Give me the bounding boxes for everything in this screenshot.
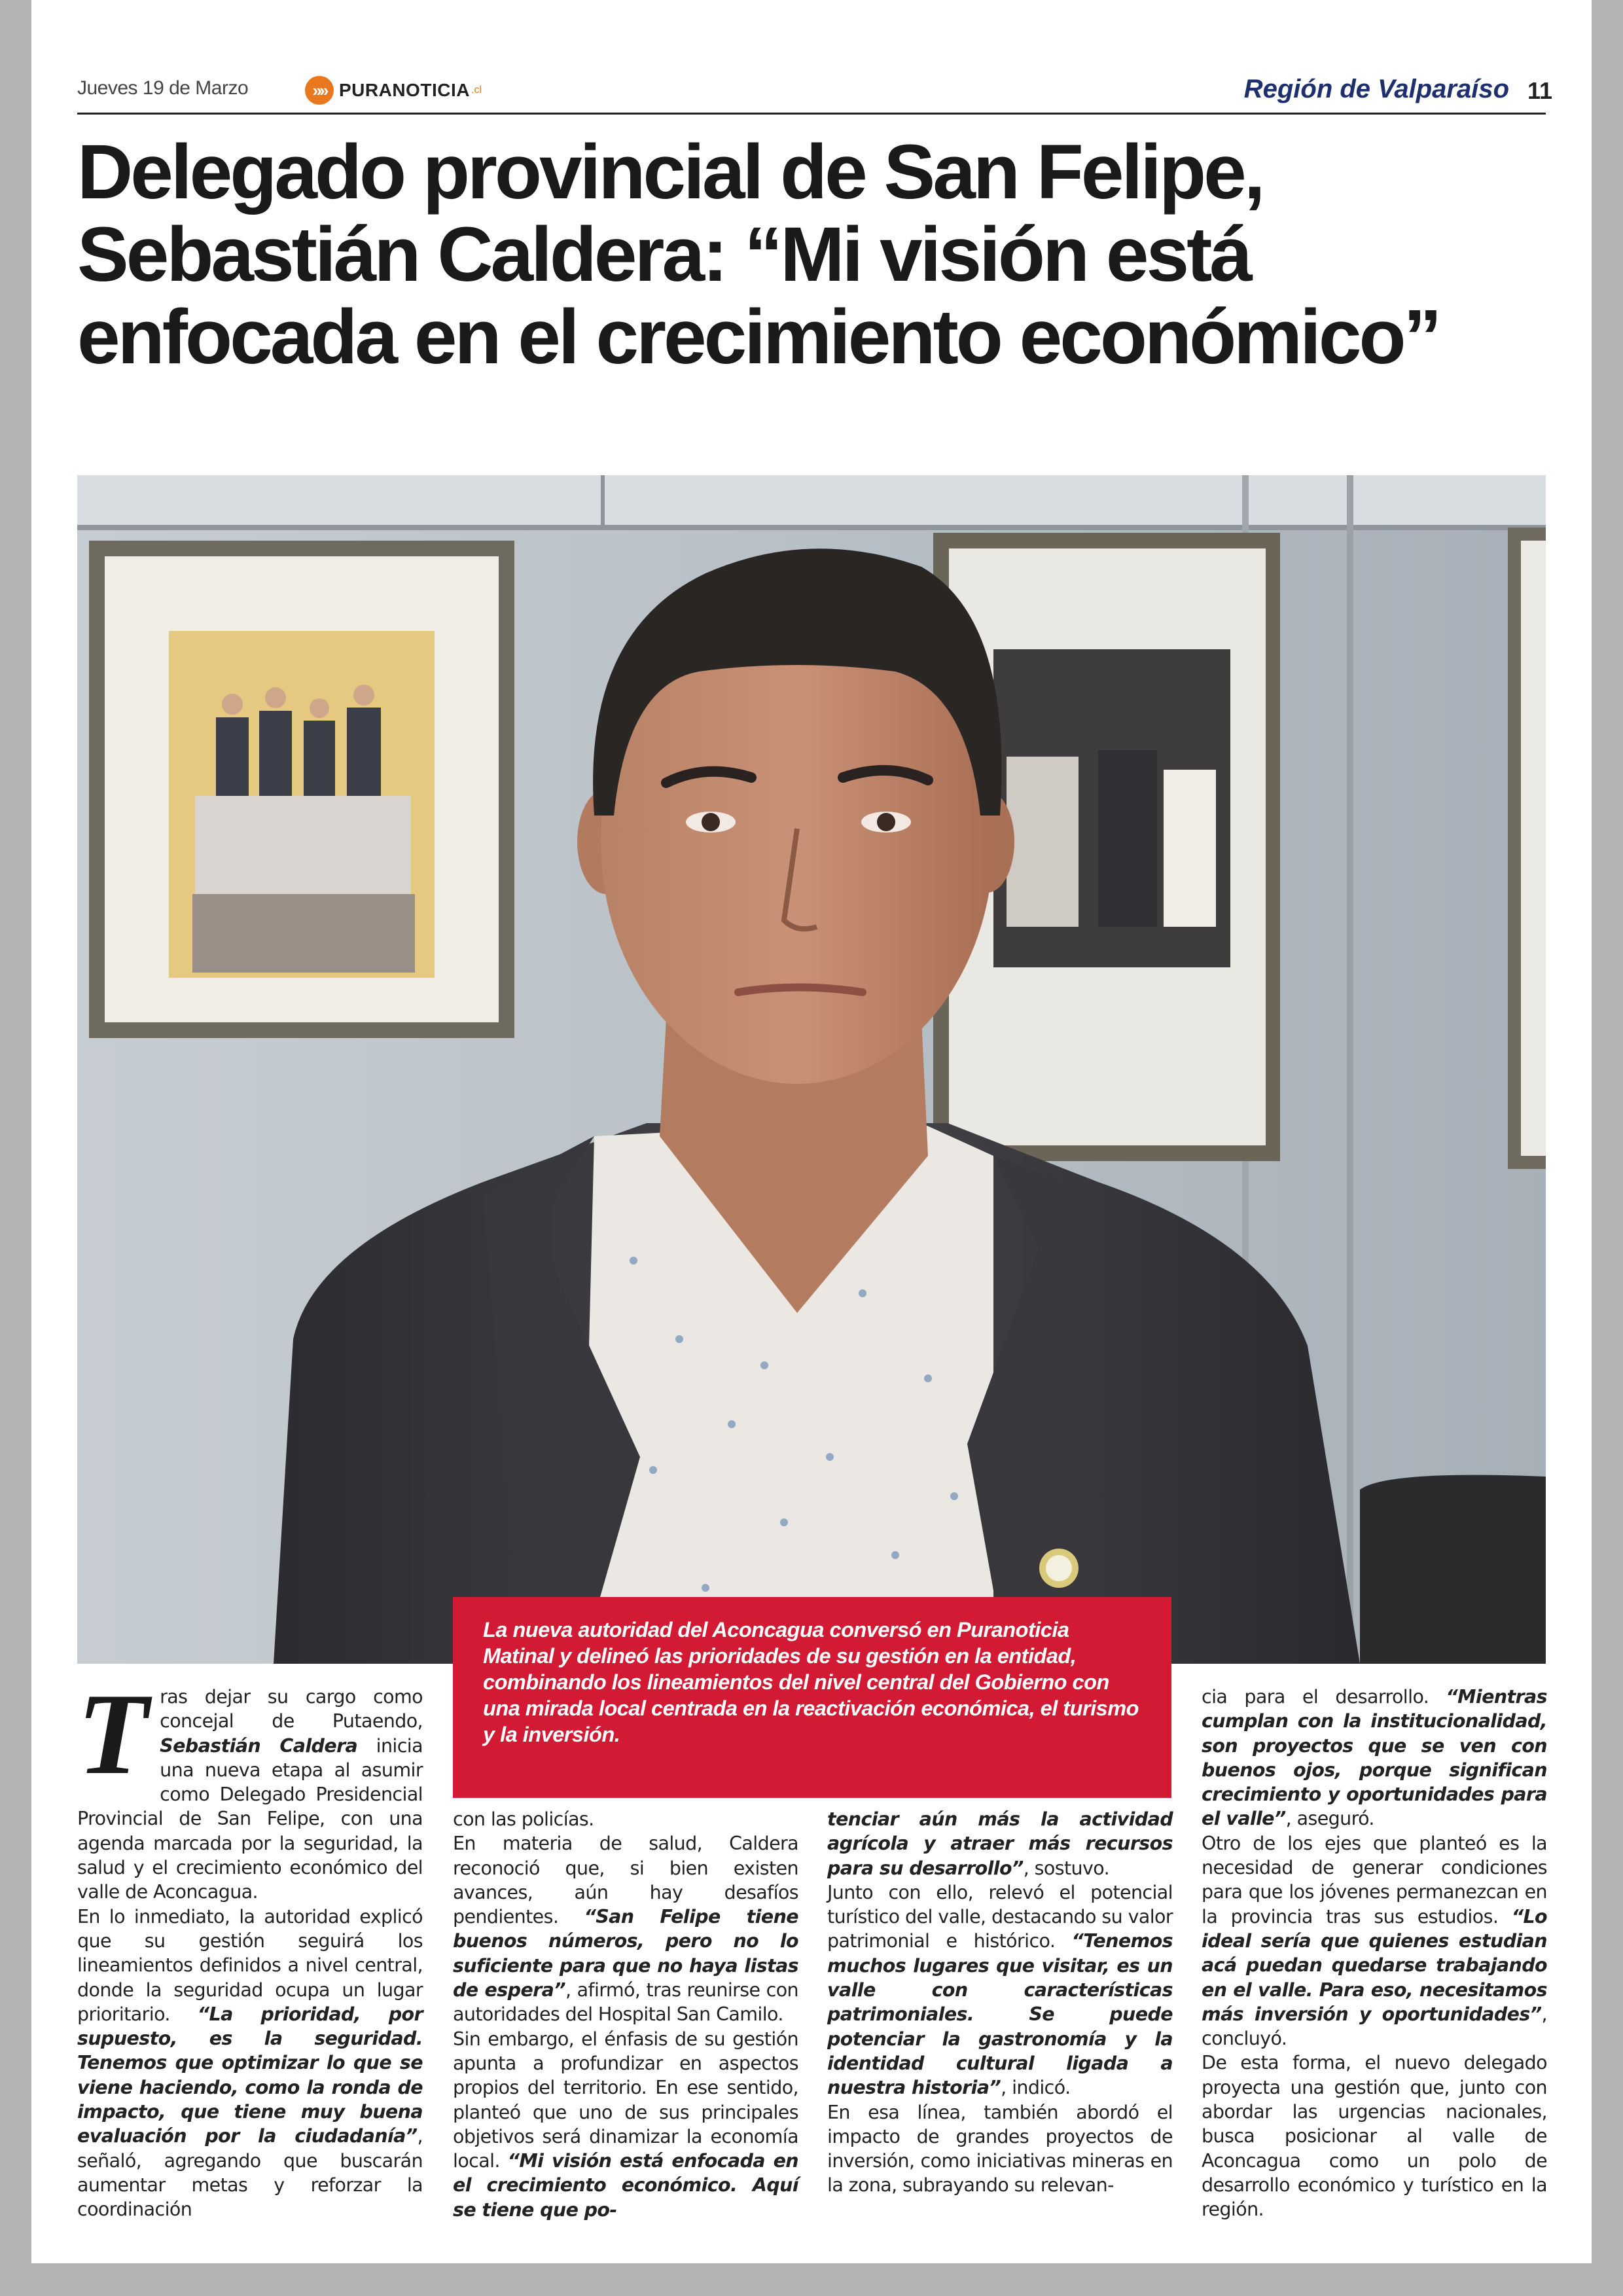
article-column-1 — [77, 1669, 423, 2222]
paragraph: Junto con ello, relevó el potencial turístico del valle, destacando su valor patrimonial e histórico. “Tenemos muchos lugares que visitar, es un valle con características patrimoniales. Se puede potenciar la gastronomía y la identidad cultural ligada a nuestra historia”, indicó. — [827, 1881, 1173, 2099]
logo-text: PURANOTICIA — [339, 80, 470, 100]
header-divider — [77, 113, 1546, 115]
article-headline: Delegado provincial de San Felipe, Sebastián Caldera: “Mi visión está enfocada en el crecimiento económico” — [77, 129, 1440, 380]
paragraph: En lo inmediato, la autoridad explicó que su gestión seguirá los lineamientos definidos a nivel central, donde la seguridad ocupa un lugar prioritario. “La prioridad, por supuesto, es la seguridad. Tenemos que optimizar lo que se viene haciendo, como la ronda de impacto, que tiene muy buena evaluación por la ciudadanía”, señaló, agregando que buscarán aumentar metas y reforzar la coordinación — [77, 1905, 423, 2221]
portrait-photo — [77, 475, 1546, 1664]
paragraph: tenciar aún más la actividad agrícola y atraer más recursos para su desarrollo”, sostuvo. — [827, 1808, 1173, 1879]
logo-suffix: .cl — [471, 84, 482, 96]
page-number: 11 — [1527, 77, 1553, 104]
paragraph: con las policías. — [453, 1808, 594, 1830]
paragraph: Tras dejar su cargo como concejal de Putaendo, Sebastián Caldera inicia una nueva etapa al asumir como Delegado Presidencial Provincial de San Felipe, con una agenda marcada por la seguridad, la salud y el crecimiento económico del valle de Aconcagua. — [77, 1669, 423, 1903]
puranoticia-logo[interactable] — [305, 76, 482, 105]
issue-date: Jueves 19 de Marzo — [77, 77, 249, 99]
article-column-3 — [827, 1807, 1173, 2198]
article-column-2 — [453, 1807, 798, 2222]
logo-arrows-icon: »» — [305, 76, 334, 105]
article-column-4 — [1202, 1685, 1547, 2222]
drop-cap: T — [77, 1669, 149, 1799]
paragraph: En materia de salud, Caldera reconoció que, si bien existen avances, aún hay desafíos pendientes. “San Felipe tiene buenos números, pero no lo suficiente para que no haya listas de espera”, afirmó, tras reunirse con autoridades del Hospital San Camilo. — [453, 1833, 798, 2026]
paragraph: En esa línea, también abordó el impacto de grandes proyectos de inversión, como iniciativas mineras en la zona, subrayando su relevan- — [827, 2101, 1173, 2197]
paragraph: Otro de los ejes que planteó es la necesidad de generar condiciones para que los jóvenes permanezcan en la provincia tras sus estudios. “Lo ideal sería que quienes estudian acá puedan quedarse trabajando en el valle. Para eso, necesitamos más inversión y oportunidades”, concluyó. — [1202, 1832, 1547, 2050]
photo-caption: La nueva autoridad del Aconcagua conversó en Puranoticia Matinal y delineó las prioridades de su gestión en la entidad, combinando los lineamientos del nivel central del Gobierno con una mirada local centrada en la reactivación económica, el turismo y la inversión. — [453, 1597, 1171, 1798]
section-title: Región de Valparaíso — [1243, 75, 1509, 103]
paragraph: Sin embargo, el énfasis de su gestión apunta a profundizar en aspectos propios del territorio. En ese sentido, planteó que uno de sus principales objetivos será dinamizar la economía local. “Mi visión está enfocada en el crecimiento económico. Aquí se tiene que po- — [453, 2028, 798, 2221]
paragraph: De esta forma, el nuevo delegado proyecta una gestión que, junto con abordar las urgencias nacionales, busca posicionar al valle de Aconcagua como un polo de desarrollo económico y turístico en la región. — [1202, 2052, 1547, 2221]
paragraph: cia para el desarrollo. “Mientras cumplan con la institucionalidad, son proyectos que se ven con buenos ojos, porque significan crecimiento y oportunidades para el valle”, aseguró. — [1202, 1686, 1547, 1830]
